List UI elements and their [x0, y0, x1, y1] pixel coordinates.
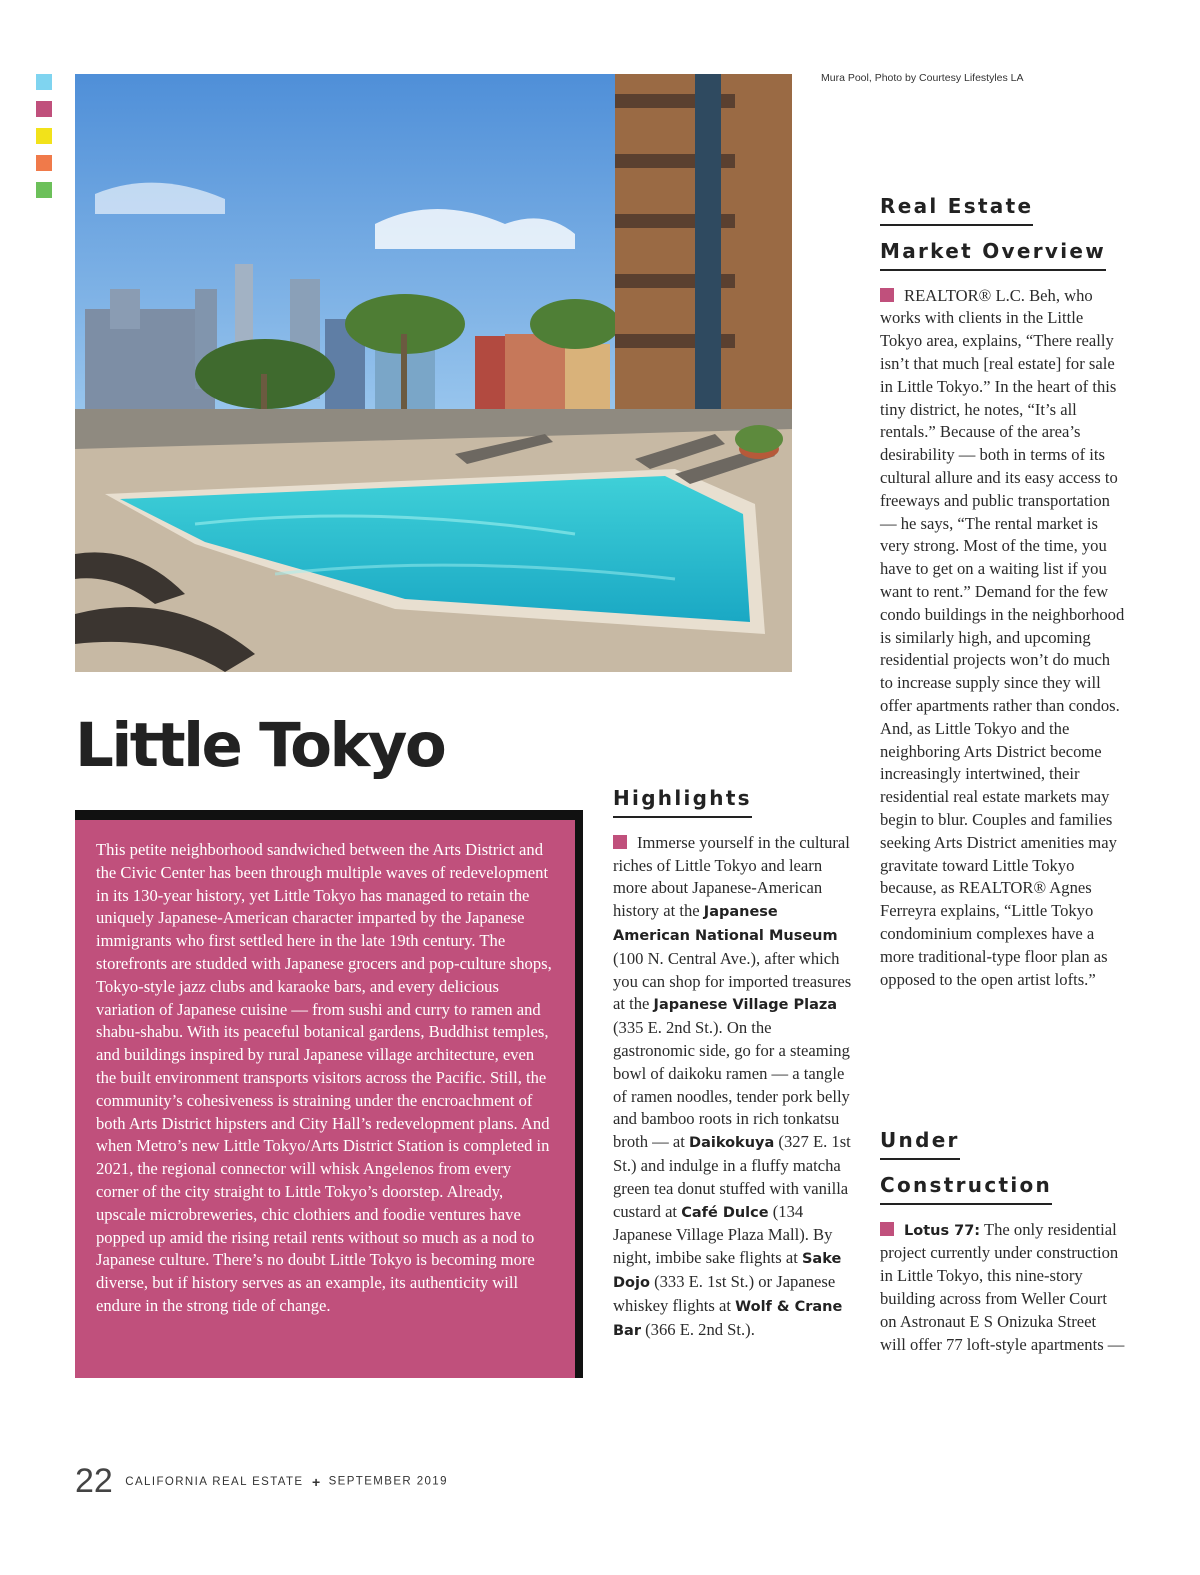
intro-box — [75, 820, 575, 1378]
photo-caption: Mura Pool, Photo by Courtesy Lifestyles LA — [821, 72, 1024, 84]
market-heading-line-2: Market Overview — [880, 240, 1106, 271]
highlights-column — [613, 787, 853, 1342]
color-square-green — [36, 182, 52, 198]
pool-photo — [75, 74, 792, 672]
issue-date: SEPTEMBER 2019 — [328, 1475, 448, 1488]
color-square-pink — [36, 101, 52, 117]
bullet-square-icon — [880, 1222, 894, 1236]
market-column — [880, 195, 1125, 991]
construction-heading-line-1: Under — [880, 1129, 960, 1160]
color-square-yellow — [36, 128, 52, 144]
page-number: 22 — [75, 1462, 113, 1500]
venue-name: Café Dulce — [681, 1204, 769, 1221]
venue-name: Daikokuya — [689, 1135, 775, 1152]
project-name: Lotus 77: — [904, 1222, 981, 1239]
color-square-blue — [36, 74, 52, 90]
highlights-text: Immerse yourself in the cultural riches of Little Tokyo and learn more about Japanese-American history at the Japanese American National Museum (100 N. Central Ave.), after which you can shop for imported treasures at the Japanese Village Plaza (335 E. 2nd St.). On the gastronomic side, go for a steaming bowl of daikoku ramen — a tangle of ramen noodles, tender pork belly and bamboo roots in rich tonkatsu broth — at Daikokuya (327 E. 1st St.) and indulge in a fluffy matcha green tea donut stuffed with vanilla custard at Café Dulce (134 Japanese Village Plaza Mall). By night, imbibe sake flights at Sake Dojo (333 E. 1st St.) or Japanese whiskey flights at Wolf & Crane Bar (366 E. 2nd St.). — [613, 832, 852, 1339]
construction-text: Lotus 77: The only residential project currently under construction in Little Tokyo, this nine-story building across from Weller Court on Astronaut E S Onizuka Street will offer 77 loft-style apartments — — [880, 1219, 1125, 1354]
venue-name: Japanese American National Museum — [613, 904, 838, 944]
bullet-square-icon — [880, 288, 894, 302]
venue-name: Sake Dojo — [613, 1251, 842, 1291]
color-squares — [36, 74, 52, 209]
venue-name: Japanese Village Plaza — [653, 997, 838, 1014]
pool-illustration — [75, 74, 792, 672]
plus-separator: + — [311, 1473, 321, 1490]
construction-heading-line-2: Construction — [880, 1174, 1052, 1205]
market-heading-line-1: Real Estate — [880, 195, 1033, 226]
venue-name: Wolf & Crane Bar — [613, 1298, 843, 1339]
color-square-orange — [36, 155, 52, 171]
article-title: Little Tokyo — [75, 710, 445, 781]
market-text: REALTOR® L.C. Beh, who works with clients in the Little Tokyo area, explains, “There really isn’t that much [real estate] for sale in Little Tokyo.” In the heart of this tiny district, he notes, “It’s all rentals.” Because of the area’s desirability — both in terms of its cultural allure and its easy access to freeways and public transportation — he says, “The rental market is very strong. Most of the time, you have to get on a waiting list if you want to rent.” Demand for the few condo buildings in the neighborhood is similarly high, and upcoming residential projects won’t do much to increase supply since they will offer apartments rather than condos. And, as Little Tokyo and the neighboring Arts District become increasingly intertwined, their residential real estate markets may begin to blur. Couples and families seeking Arts District amenities may gravitate toward Little Tokyo because, as REALTOR® Agnes Ferreyra explains, “Little Tokyo condominium complexes have a more traditional-type floor plan as opposed to the open artist lofts.” — [880, 285, 1125, 989]
page-footer — [75, 1462, 448, 1501]
highlights-heading: Highlights — [613, 787, 752, 818]
intro-text: This petite neighborhood sandwiched between the Arts District and the Civic Center has been through multiple waves of redevelopment in its 130-year history, yet Little Tokyo has managed to retain the uniquely Japanese-American character imparted by the Japanese immigrants who first settled here in the late 19th century. The storefronts are studded with Japanese grocers and pop-culture shops, Tokyo-style jazz clubs and karaoke bars, and every delicious variation of Japanese cuisine — from sushi and curry to ramen and shabu-shabu. With its peaceful botanical gardens, Buddhist temples, and buildings inspired by rural Japanese village architecture, even the built environment transports visitors across the Pacific. Still, the community’s cohesiveness is straining under the encroachment of both Arts District hipsters and City Hall’s redevelopment plans. And when Metro’s new Little Tokyo/Arts District Station is completed in 2021, the regional connector will whisk Angelenos from every corner of the city straight to Little Tokyo’s doorstep. Already, upscale microbreweries, chic clothiers and foodie ventures have popped up amid the rising retail rents without so much as a nod to Japanese culture. There’s no doubt Little Tokyo is becoming more diverse, but if history serves as an example, its authenticity will endure in the strong tide of change. — [96, 840, 552, 1315]
bullet-square-icon — [613, 835, 627, 849]
construction-column — [880, 1129, 1125, 1356]
magazine-name: CALIFORNIA REAL ESTATE — [125, 1475, 304, 1488]
